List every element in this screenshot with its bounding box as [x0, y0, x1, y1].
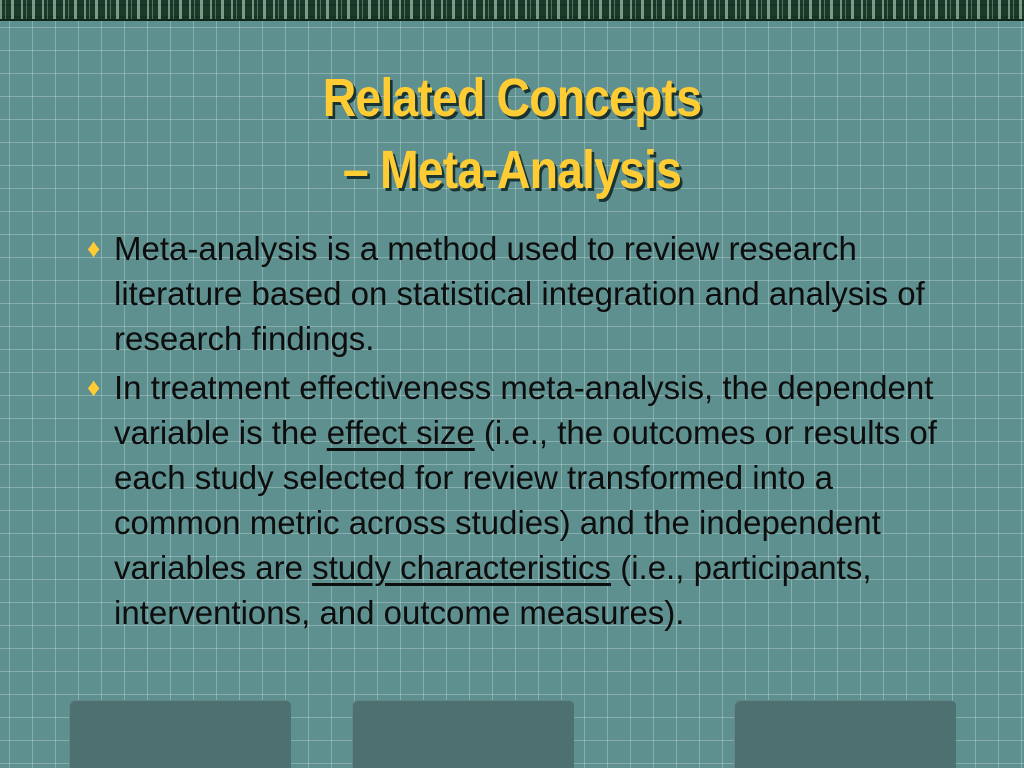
decorative-bottom-panel-left: [69, 700, 291, 768]
bullet-text-segment: (i.e., the outcomes or results of each study selected for review transformed into a common metric across studies) and the independent variables are: [114, 414, 937, 586]
bullet-text-segment: (i.e., participants, interventions, and outcome measures).: [114, 549, 872, 631]
slide-title: [72, 62, 953, 206]
bullet-item: [84, 365, 944, 635]
decorative-top-strip: [0, 0, 1024, 21]
term-effect-size: effect size: [326, 414, 475, 451]
diamond-icon: ♦: [87, 233, 101, 263]
bullet-item: [84, 226, 944, 361]
bullet-text-segment: In treatment effectiveness meta-analysis, the dependent variable is the: [114, 369, 934, 451]
bullet-list: [84, 226, 944, 639]
diamond-icon: ♦: [87, 372, 101, 402]
bullet-text: Meta-analysis is a method used to review research literature based on statistical integration and analysis of research findings.: [114, 230, 925, 357]
slide-title-line-1: Related Concepts: [322, 68, 702, 128]
decorative-bottom-panel-right: [734, 700, 956, 768]
term-study-characteristics: study characteristics: [312, 549, 612, 586]
decorative-bottom-panel-center: [352, 700, 574, 768]
slide-title-line-2: – Meta-Analysis: [342, 140, 682, 200]
